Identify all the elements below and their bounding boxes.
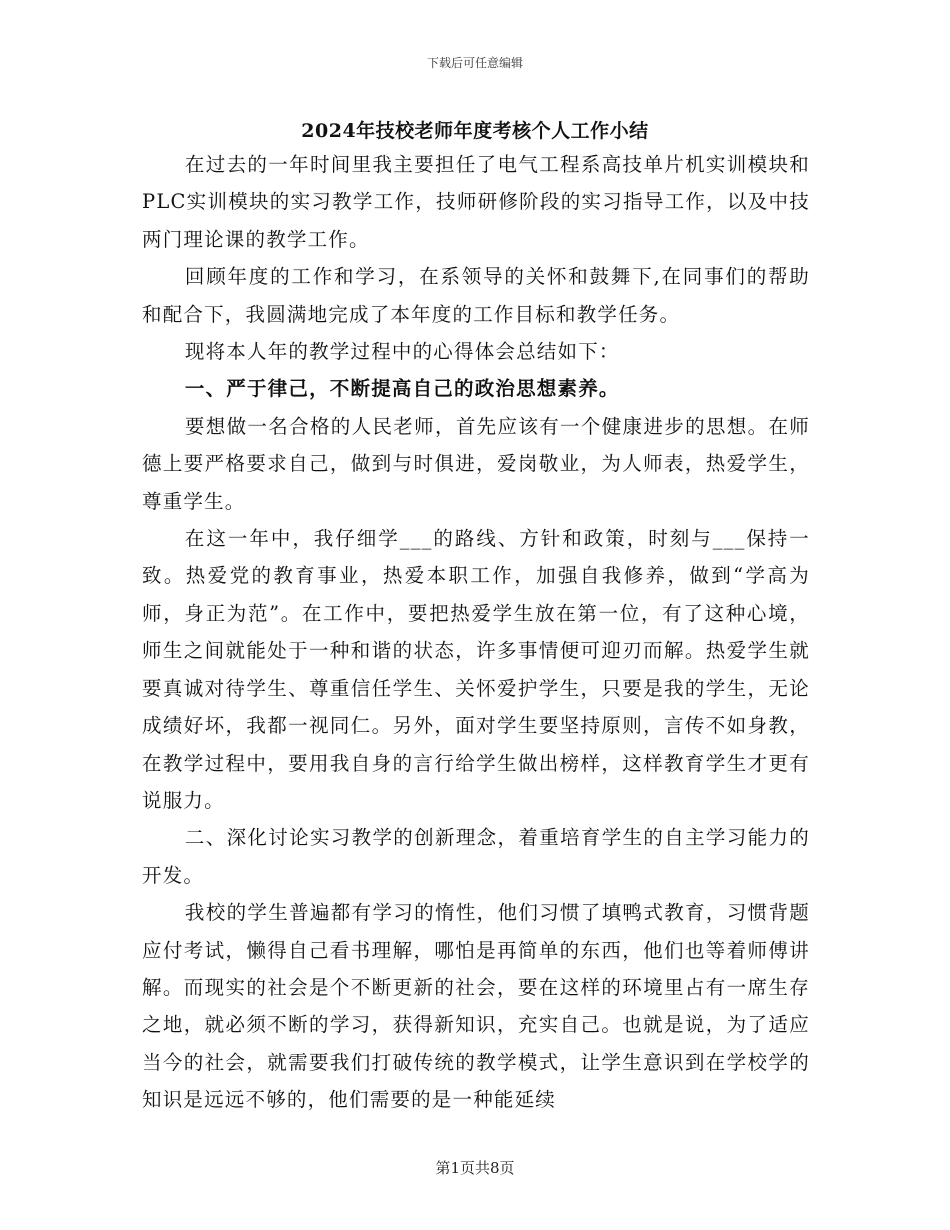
section-heading-2: 二、深化讨论实习教学的创新理念，着重培育学生的自主学习能力的开发。: [142, 826, 810, 887]
section-heading-1: 一、严于律己，不断提高自己的政治思想素养。: [184, 377, 620, 401]
page-footer: 第1页共8页: [435, 1159, 515, 1177]
paragraph-summary-lead: 现将本人年的教学过程中的心得体会总结如下：: [184, 340, 620, 364]
paragraph-review: 回顾年度的工作和学习，在系领导的关怀和鼓舞下,在同事们的帮助和配合下，我圆满地完成了本年度的工作目标和教学任务。: [142, 265, 810, 326]
header-note: 下载后可任意编辑: [426, 56, 523, 70]
paragraph-students: 我校的学生普遍都有学习的惰性，他们习惯了填鸭式教育，习惯背题应付考试，懒得自己看书理解，哪怕是再简单的东西，他们也等着师傅讲解。而现实的社会是个不断更新的社会，要在这样的环境里占有一席生存之地，就必须不断的学习，获得新知识，充实自己。也就是说，为了适应当今的社会，就需要我们打破传统的教学模式，让学生意识到在学校学的知识是远远不够的，他们需要的是一种能延续: [142, 901, 810, 1112]
paragraph-year-work: 在这一年中，我仔细学___的路线、方针和政策，时刻与___保持一致。热爱党的教育事业，热爱本职工作，加强自我修养，做到“学高为师，身正为范”。在工作中，要把热爱学生放在第一位，有了这种心境，师生之间就能处于一种和谐的状态，许多事情便可迎刃而解。热爱学生就要真诚对待学生、尊重信任学生、关怀爱护学生，只要是我的学生，无论成绩好坏，我都一视同仁。另外，面对学生要坚持原则，言传不如身教，在教学过程中，要用我自身的言行给学生做出榜样，这样教育学生才更有说服力。: [142, 527, 810, 812]
document-body: [142, 146, 810, 1119]
document-title: 2024年技校老师年度考核个人工作小结: [301, 120, 649, 142]
paragraph-ethics: 要想做一名合格的人民老师，首先应该有一个健康进步的思想。在师德上要严格要求自己，做到与时俱进，爱岗敬业，为人师表，热爱学生，尊重学生。: [142, 414, 810, 513]
paragraph-intro: 在过去的一年时间里我主要担任了电气工程系高技单片机实训模块和PLC实训模块的实习教学工作，技师研修阶段的实习指导工作，以及中技两门理论课的教学工作。: [142, 153, 810, 251]
